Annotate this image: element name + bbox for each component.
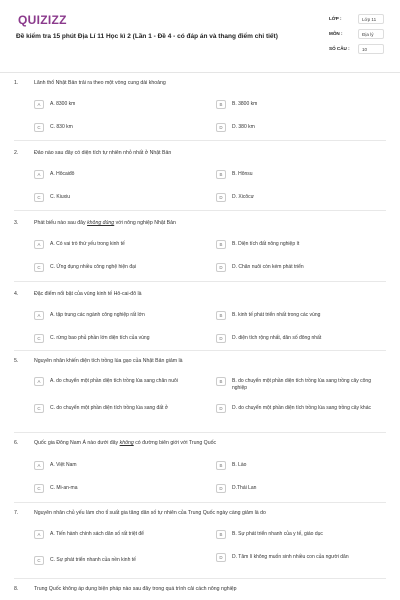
option-text: B. Lào — [232, 462, 247, 468]
option-letter: A — [34, 100, 44, 109]
question-text-end: với nông nghiệp Nhật Bản — [114, 220, 176, 226]
option-b[interactable] — [216, 311, 386, 320]
question-text-emphasis: không — [119, 440, 134, 446]
option-text: C. Sự phát triển nhanh của nền kinh tế — [50, 557, 136, 563]
option-text: A. do chuyển một phần diện tích trồng lúa sang chăn nuôi — [50, 378, 178, 384]
option-b[interactable] — [216, 170, 386, 179]
option-text: A. Hôcaiđô — [50, 171, 75, 177]
question-number: 8. — [14, 586, 19, 592]
meta-class — [329, 12, 387, 25]
option-d[interactable] — [216, 553, 386, 562]
option-text: D.Thái Lan — [232, 485, 257, 491]
question-number: 3. — [14, 220, 19, 226]
option-text: A. Việt Nam — [50, 462, 77, 468]
option-text: B. kinh tế phát triển nhất trong các vùng — [232, 312, 321, 318]
option-letter: A — [34, 240, 44, 249]
option-a[interactable] — [34, 311, 204, 320]
meta-subject-label: MÔN : — [329, 31, 343, 36]
option-letter: C — [34, 556, 44, 565]
option-letter: B — [216, 170, 226, 179]
option-text: C. Ứng dụng nhiều công nghệ hiện đại — [50, 264, 137, 270]
meta-count — [329, 42, 387, 55]
question-divider — [14, 432, 386, 433]
question-text: Nguyên nhân khiến diện tích trồng lúa gạo của Nhật Bản giảm là — [34, 358, 183, 364]
option-letter: D — [216, 263, 226, 272]
option-letter: C — [34, 263, 44, 272]
option-letter: B — [216, 240, 226, 249]
meta-subject-value: Địa lý — [358, 29, 384, 39]
option-text: B. Sự phát triển nhanh của y tế, giáo dục — [232, 531, 323, 537]
question-number: 6. — [14, 440, 19, 446]
option-d[interactable] — [216, 404, 386, 413]
option-letter: B — [216, 377, 226, 386]
option-text: B. Diện tích đất nông nghiệp ít — [232, 241, 300, 247]
question-text: Trung Quốc không áp dụng biện pháp nào sau đây trong quá trình cải cách nông nghiệp — [34, 586, 237, 592]
option-text: C. do chuyển một phần diện tích trồng lúa sang đất ở — [50, 405, 169, 411]
option-letter: A — [34, 530, 44, 539]
option-letter: C — [34, 193, 44, 202]
option-letter: A — [34, 170, 44, 179]
option-b[interactable] — [216, 530, 386, 539]
question-divider — [14, 502, 386, 503]
option-letter: C — [34, 123, 44, 132]
meta-count-label: SỐ CÂU : — [329, 46, 350, 51]
option-text: D. do chuyển một phần diện tích trồng lúa sang trồng cây khác — [232, 405, 371, 411]
option-letter: A — [34, 377, 44, 386]
question-number: 2. — [14, 150, 19, 156]
option-text: B. 3800 km — [232, 101, 258, 107]
option-c[interactable] — [34, 263, 204, 272]
quiz-header — [0, 0, 400, 73]
option-text: C. Kiuxiu — [50, 194, 71, 200]
option-letter: B — [216, 100, 226, 109]
option-letter: A — [34, 461, 44, 470]
option-letter: B — [216, 530, 226, 539]
meta-class-label: LỚP : — [329, 16, 342, 21]
quiz-title: Đề kiểm tra 15 phút Địa Lí 11 Học kì 2 (Lần 1 - Đề 4 - có đáp án và thang điểm chi tiết) — [16, 33, 278, 40]
option-letter: C — [34, 484, 44, 493]
option-text: C. 830 km — [50, 124, 73, 130]
meta-subject — [329, 27, 387, 40]
option-text: C. rừng bao phủ phần lớn diện tích của vùng — [50, 335, 150, 341]
option-text: D. Chăn nuôi còn kém phát triển — [232, 264, 304, 270]
option-text: D. 380 km — [232, 124, 255, 130]
option-d[interactable] — [216, 484, 386, 493]
question-text — [34, 440, 384, 447]
option-text: C. Mi-an-ma — [50, 485, 78, 491]
question-text-emphasis: không đúng — [87, 220, 115, 226]
question-text: Đảo nào sau đây có diện tích tự nhiên nhỏ nhất ở Nhật Bản — [34, 150, 172, 156]
option-letter: D — [216, 404, 226, 413]
question-text-end: có đường biên giới với Trung Quốc — [133, 440, 217, 446]
question-number: 4. — [14, 291, 19, 297]
option-a[interactable] — [34, 240, 204, 249]
option-d[interactable] — [216, 334, 386, 343]
option-text: D. Xicôcư — [232, 194, 254, 200]
option-letter: B — [216, 311, 226, 320]
option-c[interactable] — [34, 484, 204, 493]
option-text: D. diện tích rộng nhất, dân số đông nhất — [232, 335, 322, 341]
option-letter: D — [216, 123, 226, 132]
question-divider — [14, 281, 386, 282]
question-text-start: Phát biểu nào sau đây — [34, 220, 88, 226]
question-text — [34, 220, 384, 227]
option-text: D. Tâm lí không muốn sinh nhiều con của người dân — [232, 554, 349, 560]
option-text: B. Hônsu — [232, 171, 253, 177]
option-b[interactable] — [216, 461, 386, 470]
option-text: A. Có vai trò thứ yếu trong kinh tế — [50, 241, 125, 247]
question-divider — [14, 140, 386, 141]
option-c[interactable] — [34, 334, 204, 343]
option-b[interactable] — [216, 240, 386, 249]
question-text: Nguyên nhân chủ yếu làm cho tỉ suất gia tăng dân số tự nhiên của Trung Quốc ngày càng giảm là do — [34, 510, 266, 516]
option-text: A. tập trung các ngành công nghiệp rất lớn — [50, 312, 145, 318]
option-c[interactable] — [34, 193, 204, 202]
option-letter: C — [34, 404, 44, 413]
question-text-start: Quốc gia Đông Nam Á nào dưới đây — [34, 440, 120, 446]
question-text: Lãnh thổ Nhật Bản trải ra theo một vòng cung dài khoảng — [34, 80, 166, 86]
option-letter: D — [216, 334, 226, 343]
option-letter: B — [216, 461, 226, 470]
option-letter: D — [216, 484, 226, 493]
meta-class-value: Lớp 11 — [358, 14, 384, 24]
option-letter: D — [216, 553, 226, 562]
option-d[interactable] — [216, 193, 386, 202]
option-d[interactable] — [216, 123, 386, 132]
question-number: 1. — [14, 80, 19, 86]
option-a[interactable] — [34, 461, 204, 470]
option-a[interactable] — [34, 377, 204, 386]
option-text: A. Tiến hành chính sách dân số rất triệt để — [50, 531, 144, 537]
meta-count-value: 10 — [358, 44, 384, 54]
option-letter: D — [216, 193, 226, 202]
option-c[interactable] — [34, 404, 204, 413]
question-divider — [14, 210, 386, 211]
option-text: A. 8300 km — [50, 101, 76, 107]
question-text: Đặc điểm nổi bật của vùng kinh tế Hô-cai-đô là — [34, 291, 142, 297]
option-text: B. do chuyển một phần diện tích trồng lúa sang trồng cây công nghiệp — [232, 378, 371, 391]
quizizz-logo: QUIZIZZ — [18, 13, 67, 27]
option-a[interactable] — [34, 530, 204, 539]
question-number: 5. — [14, 358, 19, 364]
option-d[interactable] — [216, 263, 386, 272]
option-a[interactable] — [34, 100, 204, 109]
question-divider — [14, 350, 386, 351]
quiz-meta — [329, 12, 387, 57]
option-letter: A — [34, 311, 44, 320]
option-a[interactable] — [34, 170, 204, 179]
option-b[interactable] — [216, 100, 386, 109]
option-letter: C — [34, 334, 44, 343]
question-number: 7. — [14, 510, 19, 516]
question-divider — [14, 578, 386, 579]
option-c[interactable] — [34, 123, 204, 132]
option-c[interactable] — [34, 556, 204, 565]
option-b[interactable] — [216, 377, 386, 391]
